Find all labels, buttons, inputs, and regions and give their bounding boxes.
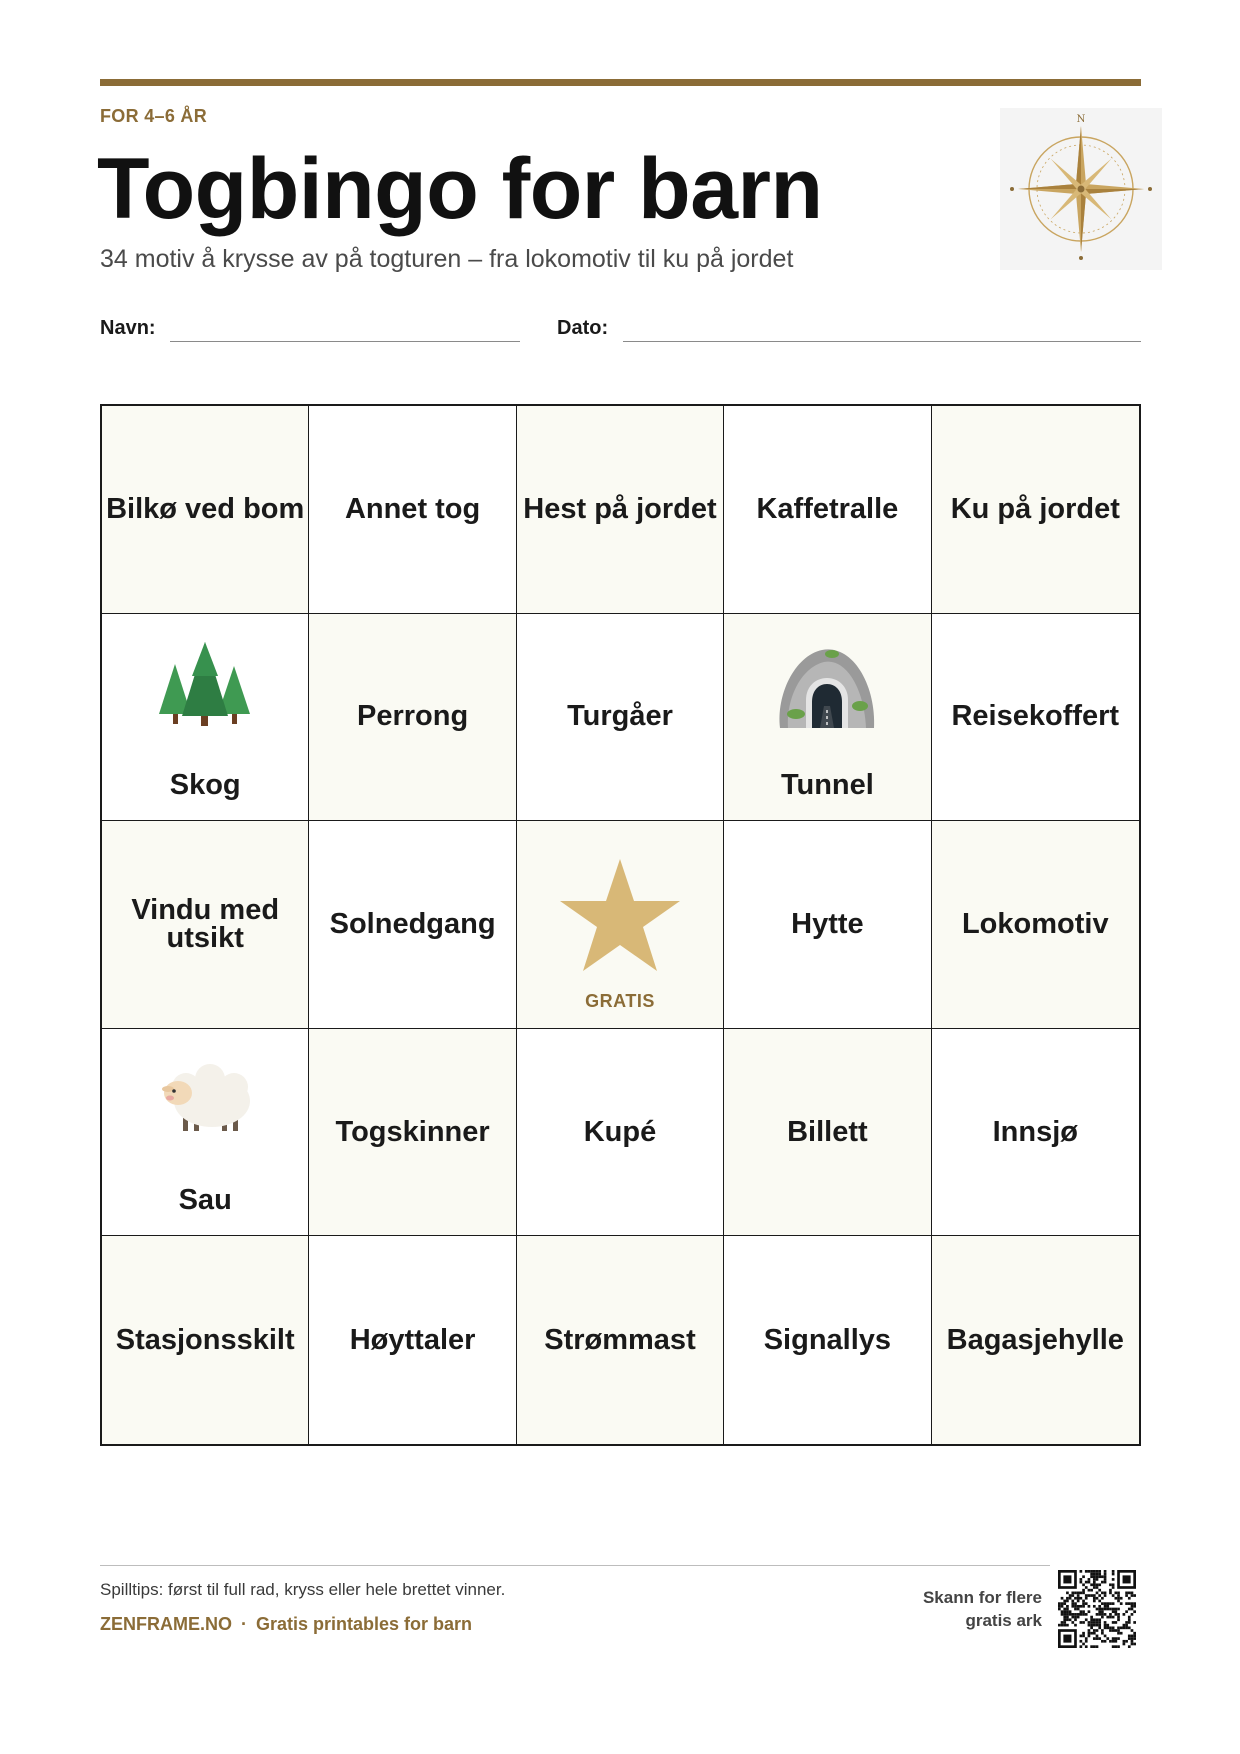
- bingo-cell[interactable]: [517, 1029, 724, 1237]
- bingo-cell[interactable]: [309, 821, 516, 1029]
- brand-tagline: Gratis printables for barn: [256, 1614, 473, 1634]
- bingo-cell[interactable]: [932, 1029, 1139, 1237]
- cell-label: Perrong: [357, 700, 469, 733]
- bingo-cell[interactable]: [932, 821, 1139, 1029]
- bingo-cell[interactable]: [724, 406, 931, 614]
- bingo-cell[interactable]: [309, 406, 516, 614]
- brand-separator: ·: [241, 1614, 247, 1634]
- cell-label: Ku på jordet: [950, 492, 1120, 525]
- cell-label: Kaffetralle: [756, 492, 899, 525]
- bingo-cell[interactable]: [309, 1029, 516, 1237]
- date-field[interactable]: [623, 341, 1141, 342]
- bingo-cell[interactable]: [932, 406, 1139, 614]
- date-label: Dato:: [557, 317, 609, 339]
- brand-link[interactable]: ZENFRAME.NO: [100, 1614, 232, 1634]
- name-field[interactable]: [170, 341, 520, 342]
- forest-icon: [150, 636, 260, 736]
- bingo-cell[interactable]: [517, 1236, 724, 1444]
- cell-label: Innsjø: [992, 1115, 1078, 1148]
- cell-label: Hest på jordet: [523, 492, 717, 525]
- svg-text:N: N: [1076, 114, 1086, 125]
- free-cell[interactable]: [517, 821, 724, 1029]
- bingo-cell[interactable]: [102, 1236, 309, 1444]
- name-label: Navn:: [100, 317, 156, 339]
- bingo-cell[interactable]: [932, 614, 1139, 822]
- cell-label: Signallys: [763, 1323, 892, 1356]
- bingo-cell[interactable]: [517, 614, 724, 822]
- page-subtitle: 34 motiv å krysse av på togturen – fra lokomotiv til ku på jordet: [100, 245, 794, 273]
- scan-line-1: Skann for flere: [922, 1588, 1042, 1607]
- bingo-cell[interactable]: [102, 821, 309, 1029]
- cell-label: Vindu med utsikt: [131, 894, 280, 955]
- game-tip: Spilltips: først til full rad, kryss eller hele brettet vinner.: [100, 1580, 506, 1599]
- cell-label: Tunnel: [780, 769, 874, 802]
- cell-label: Turgåer: [567, 700, 673, 733]
- footer-divider: [100, 1565, 1050, 1566]
- cell-label: Stasjonsskilt: [115, 1323, 295, 1356]
- bingo-cell[interactable]: [102, 614, 309, 822]
- qr-code-icon[interactable]: [1058, 1570, 1136, 1648]
- bingo-cell[interactable]: [102, 1029, 309, 1237]
- bingo-cell[interactable]: [102, 406, 309, 614]
- cell-label: Strømmast: [544, 1323, 696, 1356]
- bingo-grid: [100, 404, 1141, 1446]
- cell-label: Togskinner: [335, 1115, 490, 1148]
- cell-label: Kupé: [583, 1115, 657, 1148]
- bingo-cell[interactable]: [517, 406, 724, 614]
- star-icon: [558, 857, 682, 975]
- cell-label: Høyttaler: [349, 1323, 476, 1356]
- bingo-cell[interactable]: [309, 614, 516, 822]
- cell-label: Billett: [787, 1115, 868, 1148]
- tunnel-icon: [772, 636, 882, 736]
- brand-line: [100, 1614, 472, 1635]
- scan-line-2: gratis ark: [965, 1611, 1042, 1630]
- page-title: Togbingo for barn: [97, 141, 823, 237]
- bingo-cell[interactable]: [724, 821, 931, 1029]
- compass-rose-icon: [1000, 108, 1162, 270]
- cell-label: Bilkø ved bom: [106, 492, 305, 525]
- bingo-cell[interactable]: [724, 1236, 931, 1444]
- age-label: FOR 4–6 ÅR: [100, 106, 208, 126]
- bingo-cell[interactable]: [309, 1236, 516, 1444]
- cell-label: Skog: [169, 769, 241, 802]
- cell-label: Solnedgang: [329, 907, 496, 940]
- scan-caption: [923, 1586, 1042, 1632]
- cell-label: Bagasjehylle: [946, 1323, 1124, 1356]
- cell-label: Lokomotiv: [961, 907, 1109, 940]
- cell-label: Hytte: [791, 907, 864, 940]
- bingo-cell[interactable]: [724, 614, 931, 822]
- free-label: GRATIS: [585, 990, 655, 1011]
- cell-label: Reisekoffert: [951, 700, 1120, 733]
- bingo-cell[interactable]: [932, 1236, 1139, 1444]
- sheep-icon: [150, 1051, 260, 1151]
- bingo-cell[interactable]: [724, 1029, 931, 1237]
- cell-label: Sau: [178, 1184, 232, 1217]
- cell-label: Annet tog: [344, 492, 481, 525]
- top-rule: [100, 79, 1141, 86]
